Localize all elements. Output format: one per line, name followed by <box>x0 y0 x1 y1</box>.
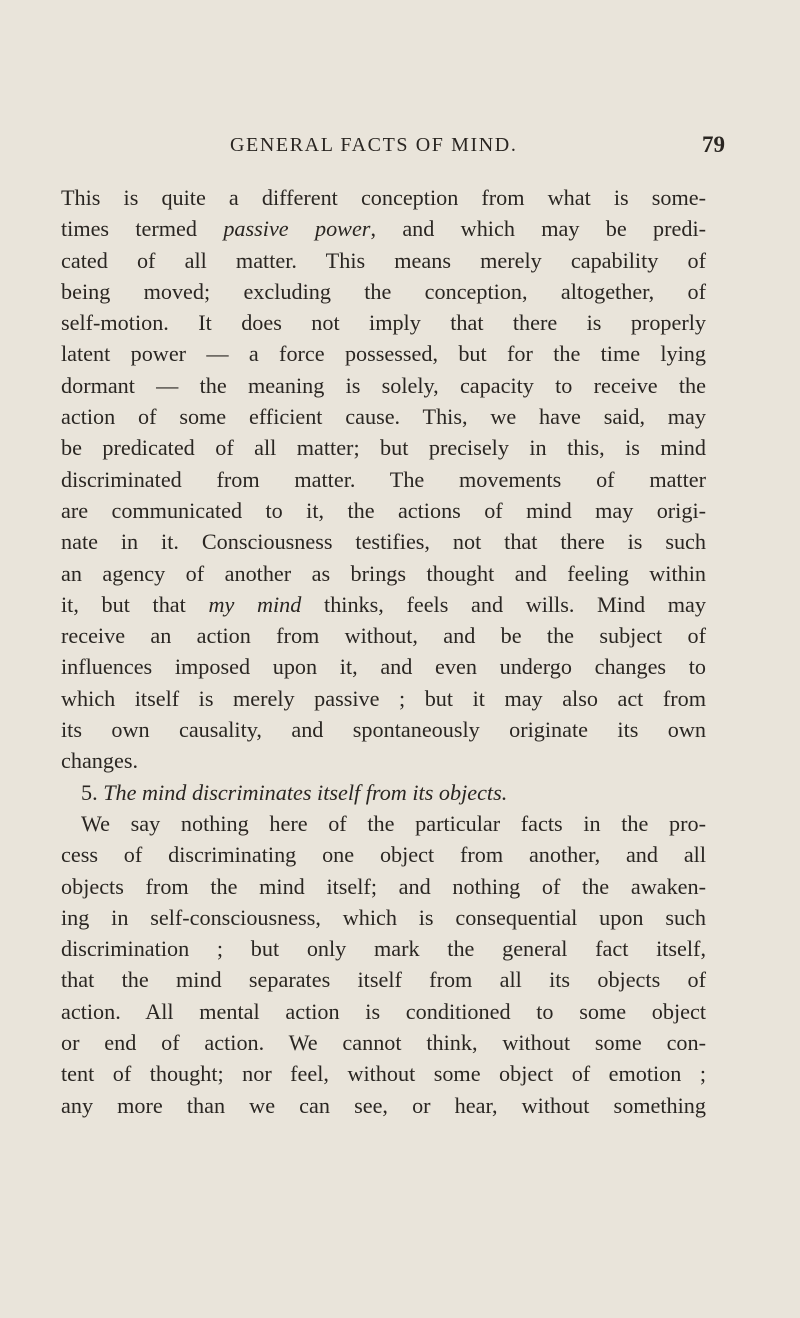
text-line <box>61 526 706 557</box>
text-run: objects from the mind itself; and nothing of the awaken- <box>61 873 706 899</box>
text-run: dormant — the meaning is solely, capacity to receive the <box>61 372 706 398</box>
text-run: 5. <box>81 779 104 805</box>
text-run: that the mind separates itself from all its objects of <box>61 967 706 993</box>
text-run: any more than we can see, or hear, without something <box>61 1092 706 1118</box>
text-line <box>61 933 706 964</box>
text-run: changes. <box>61 748 139 774</box>
text-run: its own causality, and spontaneously originate its own <box>61 717 706 743</box>
text-line <box>61 1058 706 1089</box>
text-run: or end of action. We cannot think, without some con- <box>61 1030 706 1056</box>
text-line <box>61 182 706 213</box>
text-run: thinks, feels and wills. Mind may <box>301 591 706 617</box>
text-run: We say nothing here of the particular facts in the pro- <box>81 810 706 836</box>
text-run: cess of discriminating one object from another, and all <box>61 842 706 868</box>
italic-text: passive power <box>223 216 371 242</box>
italic-text: my mind <box>208 591 302 617</box>
text-run: latent power — a force possessed, but for the time lying <box>61 341 706 367</box>
text-run: are communicated to it, the actions of mind may origi- <box>61 497 706 523</box>
running-title: GENERAL FACTS OF MIND. <box>230 134 518 156</box>
text-run: influences imposed upon it, and even undergo changes to <box>61 654 706 680</box>
body-text <box>61 182 706 1121</box>
text-line <box>61 589 706 620</box>
text-run: action of some efficient cause. This, we have said, may <box>61 404 706 430</box>
text-run: tent of thought; nor feel, without some object of emotion ; <box>61 1061 706 1087</box>
running-head <box>0 134 800 164</box>
text-run: receive an action from without, and be the subject of <box>61 623 706 649</box>
text-line <box>61 714 706 745</box>
text-line <box>61 745 706 776</box>
text-line <box>61 871 706 902</box>
text-run: nate in it. Consciousness testifies, not that there is such <box>61 529 706 555</box>
text-run: discrimination ; but only mark the general fact itself, <box>61 936 706 962</box>
text-line <box>61 245 706 276</box>
text-run: cated of all matter. This means merely capability of <box>61 247 706 273</box>
text-line <box>61 338 706 369</box>
text-line <box>61 1090 706 1121</box>
text-run: discriminated from matter. The movements of matter <box>61 466 706 492</box>
text-line <box>61 495 706 526</box>
text-run: This is quite a different conception from what is some- <box>61 185 706 210</box>
text-run: action. All mental action is conditioned to some object <box>61 998 706 1024</box>
text-line <box>61 808 706 839</box>
text-line <box>61 839 706 870</box>
page-number: 79 <box>702 132 725 157</box>
text-line <box>61 370 706 401</box>
text-line <box>61 683 706 714</box>
text-line <box>61 558 706 589</box>
italic-text: The mind discriminates itself from its objects. <box>103 779 508 805</box>
text-line <box>61 1027 706 1058</box>
text-run: being moved; excluding the conception, altogether, of <box>61 278 706 304</box>
text-run: times termed <box>61 216 224 242</box>
text-run: it, but that <box>61 591 209 617</box>
text-run: self-motion. It does not imply that there is properly <box>61 310 706 336</box>
text-run: an agency of another as brings thought and feeling within <box>61 560 706 586</box>
text-line <box>61 276 706 307</box>
text-run: ing in self-consciousness, which is consequential upon such <box>61 904 706 930</box>
text-line <box>61 464 706 495</box>
text-line <box>61 620 706 651</box>
text-line <box>61 964 706 995</box>
text-line <box>61 432 706 463</box>
text-line <box>61 996 706 1027</box>
text-line <box>61 777 706 808</box>
text-run: be predicated of all matter; but precisely in this, is mind <box>61 435 706 461</box>
text-line <box>61 651 706 682</box>
text-run: , and which may be predi- <box>370 216 706 242</box>
text-line <box>61 401 706 432</box>
text-line <box>61 902 706 933</box>
text-line <box>61 213 706 244</box>
text-line <box>61 307 706 338</box>
text-run: which itself is merely passive ; but it may also act from <box>61 685 706 711</box>
